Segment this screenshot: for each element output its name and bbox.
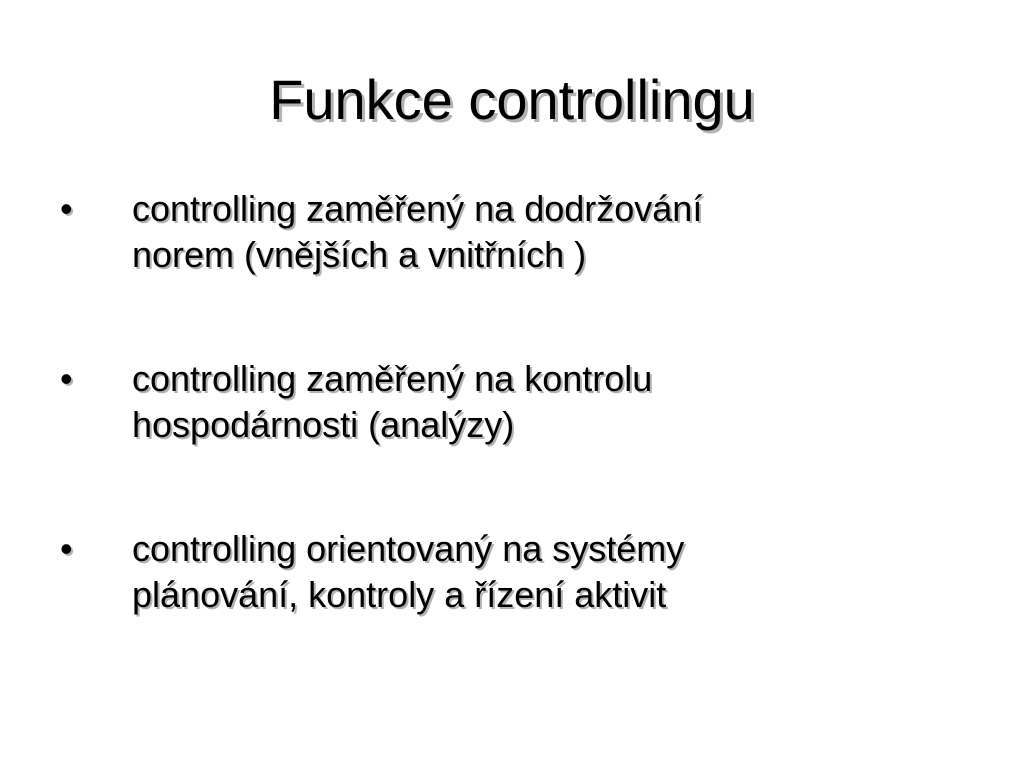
bullet-text-line-2: norem (vnějších a vnitřních ) — [132, 234, 587, 275]
bullet-text-line-1: controlling zaměřený na kontrolu — [132, 358, 653, 399]
bullet-item-2 — [60, 356, 960, 448]
bullet-item-1 — [60, 186, 960, 278]
bullet-icon: • — [60, 188, 73, 229]
bullet-icon: • — [60, 358, 73, 399]
bullet-item-3 — [60, 526, 960, 618]
slide-title: Funkce controllingu — [269, 68, 755, 131]
bullet-list — [60, 186, 960, 696]
bullet-text-line-1: controlling zaměřený na dodržování — [132, 188, 703, 229]
bullet-text-line-2: hospodárnosti (analýzy) — [132, 404, 515, 445]
bullet-text-line-1: controlling orientovaný na systémy — [132, 528, 685, 569]
bullet-icon: • — [60, 528, 73, 569]
bullet-text-line-2: plánování, kontroly a řízení aktivit — [132, 574, 667, 615]
